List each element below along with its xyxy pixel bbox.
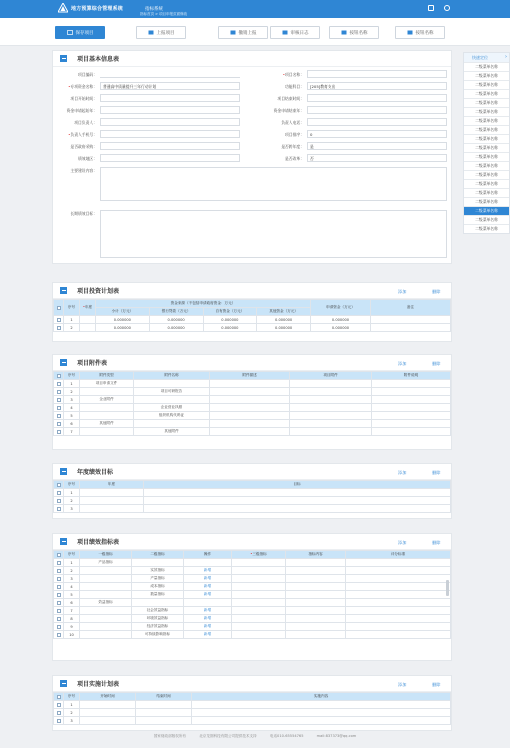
label-apply-start-year: 资金申请起始年： bbox=[66, 108, 97, 113]
app-subtitle: 指标系统 bbox=[145, 6, 163, 12]
message-icon[interactable] bbox=[428, 5, 434, 11]
sidebar-item[interactable]: 二级菜单名称 bbox=[464, 116, 509, 125]
table-row[interactable]: 2 实效指标 新增 bbox=[54, 567, 451, 575]
doc-icon bbox=[341, 30, 347, 35]
add-indicator-link[interactable]: 新增 bbox=[184, 615, 232, 623]
label-project-name: •项目名称： bbox=[282, 72, 304, 77]
sidebar-item[interactable]: 二级菜单名称 bbox=[464, 107, 509, 116]
table-row[interactable]: 8 环境效益指标 新增 bbox=[54, 615, 451, 623]
add-indicator-link[interactable]: 新增 bbox=[184, 575, 232, 583]
row-checkbox[interactable] bbox=[57, 326, 61, 330]
label-start-time: 项目开始时间： bbox=[70, 96, 97, 101]
long-goal-textarea[interactable] bbox=[100, 210, 447, 258]
attachment-panel bbox=[52, 354, 452, 450]
panel-title: 项目投资计划表 bbox=[77, 288, 120, 295]
mail-icon bbox=[230, 30, 236, 35]
sidebar-item[interactable]: 二级菜单名称 bbox=[464, 215, 509, 224]
revoke-button[interactable]: 撤销上报 bbox=[218, 26, 268, 39]
region-input[interactable] bbox=[100, 154, 240, 162]
sidebar-item[interactable]: 二级菜单名称 bbox=[464, 71, 509, 80]
table-row[interactable]: 3 bbox=[54, 505, 451, 513]
audit-log-button[interactable]: 审核日志 bbox=[270, 26, 320, 39]
logo-icon bbox=[58, 3, 68, 13]
upload-icon bbox=[148, 30, 154, 35]
table-row[interactable]: 7 其他附件 bbox=[54, 428, 451, 436]
implementation-plan-panel bbox=[52, 675, 452, 731]
apply-end-year-input[interactable] bbox=[307, 106, 447, 114]
save-button[interactable]: 保存项目 bbox=[55, 26, 105, 39]
sidebar-item[interactable]: 二级菜单名称 bbox=[464, 89, 509, 98]
label-end-time: 项目结束时间： bbox=[277, 96, 304, 101]
table-row[interactable]: 3 bbox=[54, 717, 451, 725]
col-source: 资金来源（不包括申请政府资金：万元） bbox=[96, 300, 311, 308]
sidebar-item[interactable]: 二级菜单名称 bbox=[464, 62, 509, 71]
add-link[interactable]: 添加 bbox=[398, 470, 407, 475]
panel-collapse-icon[interactable] bbox=[60, 55, 67, 62]
function-subject-input[interactable]: [205]教育支出 bbox=[307, 82, 447, 90]
table-row[interactable]: 4 成本指标 新增 bbox=[54, 583, 451, 591]
label-owner-phone: 负责人电话： bbox=[281, 120, 304, 125]
delete-link[interactable]: 删除 bbox=[432, 470, 441, 475]
table-row[interactable]: 7 社会效益指标 新增 bbox=[54, 607, 451, 615]
breadcrumb[interactable]: 指标首页 > 项目申报页面修改 bbox=[140, 12, 188, 16]
sidebar-item[interactable]: 二级菜单名称 bbox=[464, 125, 509, 134]
table-row[interactable]: 2 bbox=[54, 497, 451, 505]
add-link[interactable]: 添加 bbox=[398, 361, 407, 366]
table-row[interactable]: 6 效益指标 bbox=[54, 599, 451, 607]
col-apply: 申请资金（万元） bbox=[311, 300, 371, 316]
select-all-checkbox[interactable] bbox=[57, 306, 61, 310]
panel-title: 年度绩效目标 bbox=[77, 469, 114, 476]
col-year: •年度 bbox=[80, 300, 96, 316]
row-checkbox[interactable] bbox=[57, 318, 61, 322]
sidebar-item[interactable]: 二级菜单名称 bbox=[464, 224, 509, 233]
performance-indicator-panel bbox=[52, 533, 452, 661]
chevron-right-icon[interactable]: › bbox=[505, 54, 507, 60]
annual-goal-table: 序号 年度 目标 1 2 3 bbox=[53, 480, 451, 513]
log-icon bbox=[282, 30, 288, 35]
label-region: 绩效地区： bbox=[78, 156, 97, 161]
sidebar-item[interactable]: 二级菜单名称 bbox=[464, 206, 509, 215]
owner-mobile-input[interactable] bbox=[100, 130, 240, 138]
order-input[interactable]: 0 bbox=[307, 130, 447, 138]
sidebar-item[interactable]: 二级菜单名称 bbox=[464, 170, 509, 179]
col-other: 其他资金（万元） bbox=[257, 308, 311, 316]
table-row[interactable]: 5 数量指标 新增 bbox=[54, 591, 451, 599]
col-remark: 备注 bbox=[371, 300, 451, 316]
performance-table: 序号 一级指标 二级指标 操作 •三级指标 指标内容 评分标准 1 产品指标 2 实效指标 新增 3 产量指标 新增 4 成本指标 新增 5 数量指标 新增 6 效益指标 7 社会效益指标 新增 8 环境效益指标 新增 9 经济效益指标 新增 10 可持续影响指标 新增 bbox=[53, 550, 451, 639]
save-icon bbox=[67, 30, 73, 35]
sidebar-item[interactable]: 二级菜单名称 bbox=[464, 152, 509, 161]
label-function-subject: 功能科目： bbox=[285, 84, 304, 89]
investment-table bbox=[53, 299, 451, 332]
label-gov-purchase: 是否政府采购： bbox=[70, 144, 97, 149]
label-long-goal: 长期绩效目标： bbox=[70, 211, 97, 216]
table-scrollbar[interactable] bbox=[446, 580, 449, 596]
select-all-checkbox[interactable] bbox=[57, 695, 61, 699]
action-toolbar bbox=[0, 18, 510, 46]
quick-locate-header[interactable]: 快速定位 › bbox=[464, 53, 509, 62]
panel-collapse-icon[interactable] bbox=[60, 538, 67, 545]
select-all-checkbox[interactable] bbox=[57, 374, 61, 378]
table-row[interactable]: 1 bbox=[54, 701, 451, 709]
table-row[interactable]: 2 0.000000 0.000000 0.000000 0.000000 0.000000 bbox=[54, 324, 451, 332]
col-self: 自有资金（万元） bbox=[203, 308, 257, 316]
gov-purchase-select[interactable] bbox=[100, 142, 240, 150]
panel-collapse-icon[interactable] bbox=[60, 287, 67, 294]
sidebar-item[interactable]: 二级菜单名称 bbox=[464, 161, 509, 170]
panel-title: 项目绩效指标表 bbox=[77, 539, 120, 546]
button-6[interactable]: 按钮名称 bbox=[395, 26, 445, 39]
table-row[interactable]: 9 经济效益指标 新增 bbox=[54, 623, 451, 631]
delete-link[interactable]: 删除 bbox=[432, 289, 441, 294]
panel-collapse-icon[interactable] bbox=[60, 359, 67, 366]
col-subtotal: 小计（万元） bbox=[96, 308, 150, 316]
label-cross-year: 是否跨年度： bbox=[281, 144, 304, 149]
add-link[interactable]: 添加 bbox=[398, 289, 407, 294]
app-title: 地方预算综合管理系统 bbox=[71, 6, 124, 12]
add-indicator-link[interactable]: 新增 bbox=[184, 631, 232, 639]
label-owner: 项目负责人： bbox=[74, 120, 97, 125]
sidebar-item[interactable]: 二级菜单名称 bbox=[464, 80, 509, 89]
label-project-code: 项目编码： bbox=[78, 72, 97, 77]
implementation-table: 序号 开始时间 结束时间 实施内容 1 2 3 bbox=[53, 692, 451, 725]
basic-info-panel bbox=[52, 50, 452, 264]
add-indicator-link[interactable]: 新增 bbox=[184, 591, 232, 599]
select-all-checkbox[interactable] bbox=[57, 553, 61, 557]
attachment-table: 序号 附件类型 附件名称 附件描述 项目附件 附件说明 1 项目申请文件 2 项目可研报告 3 企业附件 4 企业营业执照 5 组织机构代码证 6 其他附件 7 其他附件 bbox=[53, 371, 451, 436]
table-row[interactable]: 3 产量指标 新增 bbox=[54, 575, 451, 583]
footer: 国家财政部版权所有 北京龙图科技有限公司提供技术支持 电话010-65554765 mail:837373@qq.com bbox=[153, 734, 357, 738]
table-row[interactable]: 3 企业附件 bbox=[54, 396, 451, 404]
table-row[interactable]: 1 bbox=[54, 489, 451, 497]
table-row[interactable]: 1 产品指标 bbox=[54, 559, 451, 567]
quick-locate-sidebar bbox=[463, 52, 510, 234]
table-row[interactable]: 1 项目申请文件 bbox=[54, 380, 451, 388]
apply-start-year-input[interactable] bbox=[100, 106, 240, 114]
label-owner-mobile: •负责人手机号： bbox=[68, 132, 97, 137]
sidebar-item[interactable]: 二级菜单名称 bbox=[464, 188, 509, 197]
table-row[interactable]: 4 企业营业执照 bbox=[54, 404, 451, 412]
add-link[interactable]: 添加 bbox=[398, 540, 407, 545]
panel-collapse-icon[interactable] bbox=[60, 680, 67, 687]
investment-plan-panel bbox=[52, 282, 452, 342]
annual-goal-panel bbox=[52, 463, 452, 519]
start-time-input[interactable] bbox=[100, 94, 240, 102]
sidebar-item[interactable]: 二级菜单名称 bbox=[464, 98, 509, 107]
add-indicator-link[interactable]: 新增 bbox=[184, 567, 232, 575]
table-row[interactable]: 2 bbox=[54, 709, 451, 717]
fund-name-input[interactable]: 普通高中质量提升三年行动计划 bbox=[100, 82, 240, 90]
panel-title: 项目实施计划表 bbox=[77, 681, 120, 688]
select-all-checkbox[interactable] bbox=[57, 483, 61, 487]
delete-link[interactable]: 删除 bbox=[432, 540, 441, 545]
project-name-input[interactable] bbox=[307, 70, 447, 78]
delete-link[interactable]: 删除 bbox=[432, 682, 441, 687]
label-order: 项目排序： bbox=[285, 132, 304, 137]
table-row[interactable]: 2 项目可研报告 bbox=[54, 388, 451, 396]
add-indicator-link[interactable]: 新增 bbox=[184, 623, 232, 631]
col-no: 序号 bbox=[64, 300, 80, 316]
delete-link[interactable]: 删除 bbox=[432, 361, 441, 366]
main-content-textarea[interactable] bbox=[100, 167, 447, 201]
add-indicator-link[interactable]: 新增 bbox=[184, 607, 232, 615]
doc-icon bbox=[407, 30, 413, 35]
table-row[interactable]: 6 其他附件 bbox=[54, 420, 451, 428]
owner-phone-input[interactable] bbox=[307, 118, 447, 126]
label-apply-end-year: 资金申请结束年： bbox=[273, 108, 304, 113]
table-row[interactable]: 10 可持续影响指标 新增 bbox=[54, 631, 451, 639]
sidebar-item[interactable]: 二级菜单名称 bbox=[464, 134, 509, 143]
table-row[interactable]: 5 组织机构代码证 bbox=[54, 412, 451, 420]
add-indicator-link[interactable]: 新增 bbox=[184, 583, 232, 591]
top-bar bbox=[0, 0, 510, 18]
cross-year-select[interactable]: 是 bbox=[307, 142, 447, 150]
label-main-content: 主要建设内容： bbox=[70, 168, 97, 173]
table-row[interactable]: 1 0.000000 0.000000 0.000000 0.000000 0.000000 bbox=[54, 316, 451, 324]
col-bank: 银行贷款（万元） bbox=[149, 308, 203, 316]
panel-title: 项目附件表 bbox=[77, 360, 108, 367]
label-reform: 是否改革： bbox=[285, 156, 304, 161]
button-5[interactable]: 按钮名称 bbox=[329, 26, 379, 39]
panel-title: 项目基本信息表 bbox=[77, 56, 120, 63]
header-icons bbox=[428, 5, 450, 11]
label-fund-name: •专项资金名称： bbox=[68, 84, 97, 89]
upload-button[interactable]: 上报项目 bbox=[136, 26, 186, 39]
panel-collapse-icon[interactable] bbox=[60, 468, 67, 475]
power-icon[interactable] bbox=[444, 5, 450, 11]
sidebar-item[interactable]: 二级菜单名称 bbox=[464, 143, 509, 152]
reform-select[interactable]: 否 bbox=[307, 154, 447, 162]
sidebar-item[interactable]: 二级菜单名称 bbox=[464, 197, 509, 206]
owner-input[interactable] bbox=[100, 118, 240, 126]
sidebar-item[interactable]: 二级菜单名称 bbox=[464, 179, 509, 188]
end-time-input[interactable] bbox=[307, 94, 447, 102]
add-link[interactable]: 添加 bbox=[398, 682, 407, 687]
project-code-input[interactable] bbox=[100, 70, 240, 78]
